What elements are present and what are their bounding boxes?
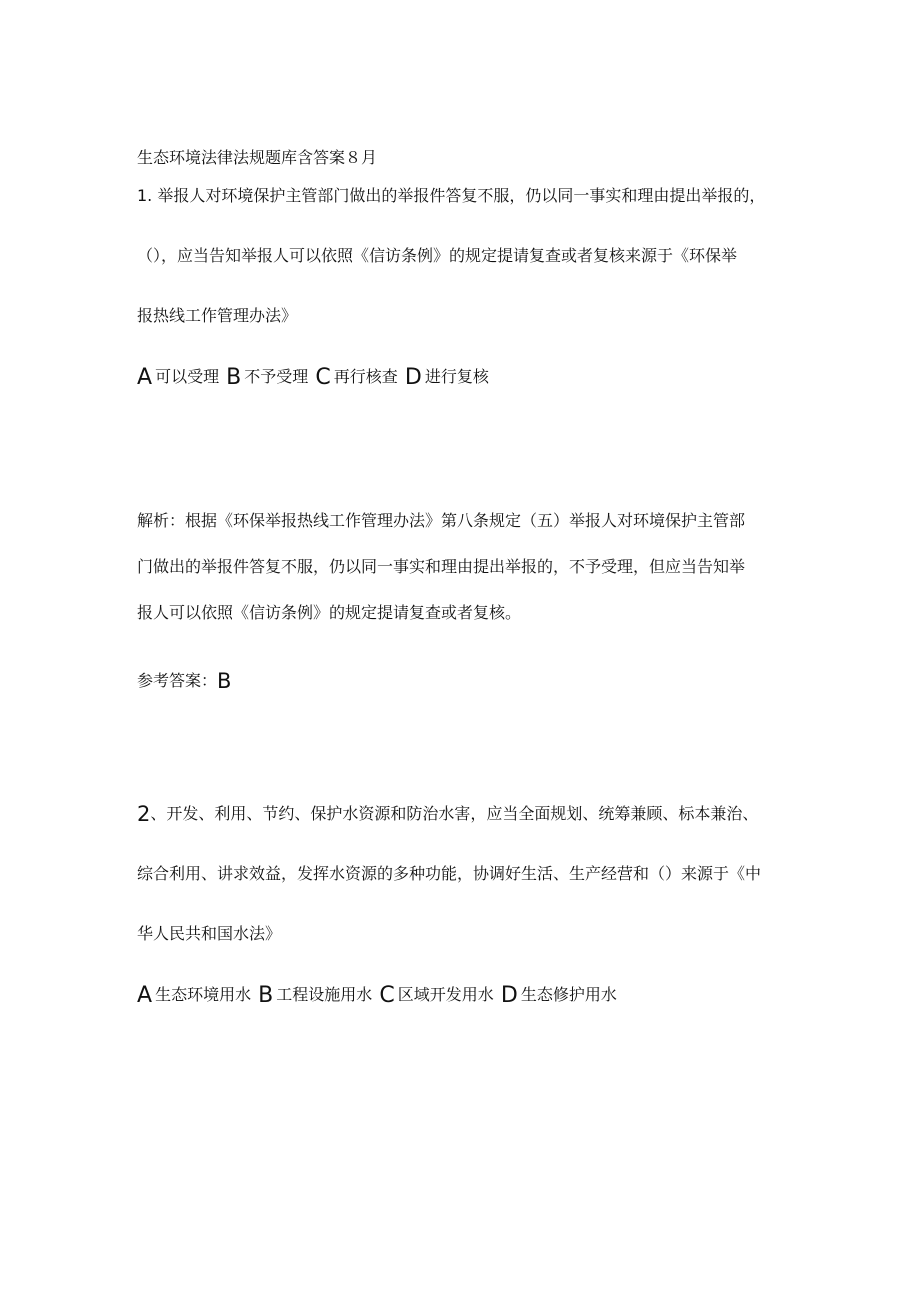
analysis-line-3: 报人可以依照《信访条例》的规定提请复查或者复核。: [137, 603, 522, 622]
question-1-options: [137, 362, 792, 393]
option-text-d: 进行复核: [424, 367, 489, 386]
option-text-a: 生态环境用水: [155, 985, 252, 1004]
analysis-line-2: 门做出的举报件答复不服，仍以同一事实和理由提出举报的，不予受理，但应当告知举: [137, 557, 746, 576]
option-text-c: 区域开发用水: [397, 985, 494, 1004]
option-letter-c: C: [315, 365, 331, 390]
reference-answer: [137, 666, 231, 696]
reference-answer-value: B: [217, 669, 232, 693]
analysis-block: [137, 509, 792, 647]
analysis-line-1: 解析：根据《环保举报热线工作管理办法》第八条规定（五）举报人对环境保护主管部: [137, 511, 746, 530]
option-text-b: 不予受理: [244, 367, 309, 386]
document-title: 生态环境法律法规题库含答案８月: [137, 148, 378, 167]
question-1: [137, 184, 792, 393]
question-1-line-1: 1. 举报人对环境保护主管部门做出的举报件答复不服，仍以同一事实和理由提出举报的，: [137, 186, 766, 205]
option-letter-a: A: [137, 983, 153, 1008]
option-text-c: 再行核查: [333, 367, 398, 386]
option-letter-d: D: [404, 365, 422, 390]
option-letter-b: B: [258, 983, 274, 1008]
option-letter-d: D: [500, 983, 518, 1008]
option-text-b: 工程设施用水: [276, 985, 373, 1004]
option-letter-a: A: [137, 365, 153, 390]
option-letter-b: B: [226, 365, 242, 390]
question-2-number: 2: [137, 802, 151, 826]
question-1-line-3: 报热线工作管理办法》: [137, 306, 298, 325]
question-2-line-1-text: 、开发、利用、节约、保护水资源和防治水害，应当全面规划、统筹兼顾、标本兼治、: [150, 804, 759, 823]
question-2-line-2: 综合利用、讲求效益，发挥水资源的多种功能，协调好生活、生产经营和（）来源于《中: [137, 864, 762, 883]
reference-answer-label: 参考答案：: [137, 671, 218, 690]
question-2-line-1: [137, 802, 792, 862]
question-2-options: [137, 980, 792, 1011]
option-letter-c: C: [379, 983, 395, 1008]
question-1-line-2: （），应当告知举报人可以依照《信访条例》的规定提请复查或者复核来源于《环保举: [137, 246, 738, 265]
question-2-line-3: 华人民共和国水法》: [137, 924, 282, 943]
option-text-a: 可以受理: [155, 367, 220, 386]
option-text-d: 生态修护用水: [520, 985, 617, 1004]
question-2: [137, 802, 792, 1011]
